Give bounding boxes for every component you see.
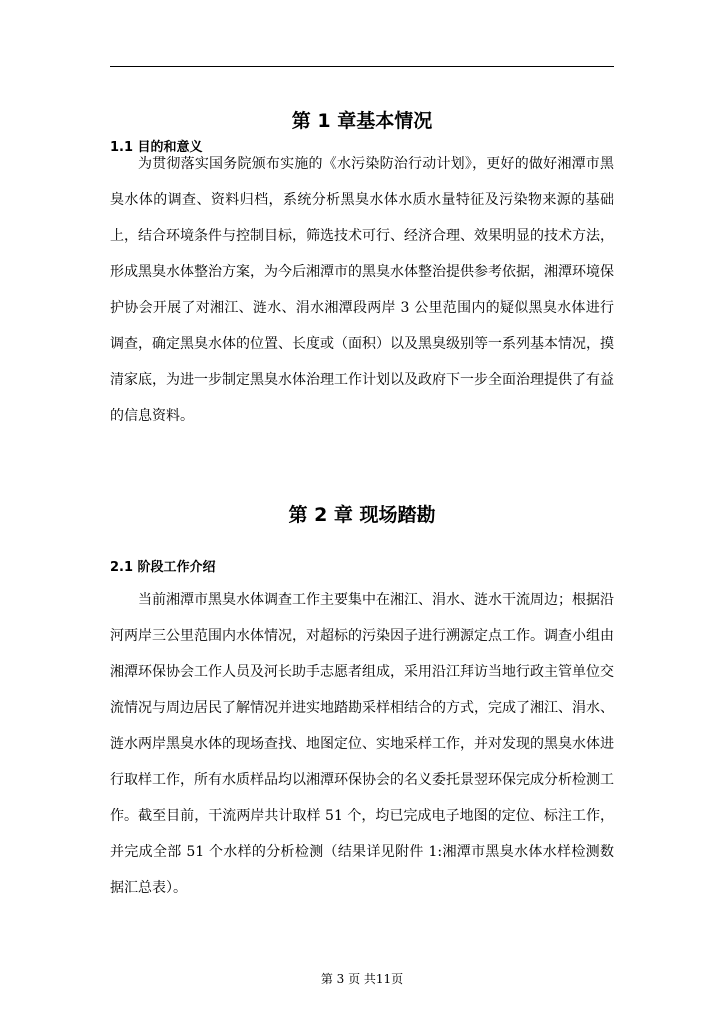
chapter-2-paragraph: 当前湘潭市黑臭水体调查工作主要集中在湘江、涓水、涟水干流周边；根据沿河两岸三公里范围内水体情况，对超标的污染因子进行溯源定点工作。调查小组由湘潭环保协会工作人员及河长助手志愿者组成，采用沿江拜访当地行政主管单位交流情况与周边居民了解情况并进实地踏勘采样相结合的方式，完成了湘江、涓水、涟水两岸黑臭水体的现场查找、地图定位、实地采样工作，并对发现的黑臭水体进行取样工作，所有水质样品均以湘潭环保协会的名义委托景翌环保完成分析检测工作。截至目前，干流两岸共计取样 51 个，均已完成电子地图的定位、标注工作，并完成全部 51 个水样的分析检测（结果详见附件 1:湘潭市黑臭水体水样检测数据汇总表）。 [110, 592, 614, 896]
chapter-1-title: 第 1 章基本情况 [291, 110, 433, 132]
section-1-1-heading: 1.1 目的和意义 [110, 140, 203, 155]
section-2-1-heading: 2.1 阶段工作介绍 [110, 560, 216, 575]
chapter-2-title: 第 2 章 现场踏勘 [288, 504, 436, 526]
page-footer: 第 3 页 共11页 [320, 972, 404, 986]
header-rule [110, 66, 614, 67]
chapter-1-paragraph: 为贯彻落实国务院颁布实施的《水污染防治行动计划》，更好的做好湘潭市黑臭水体的调查、资料归档，系统分析黑臭水体水质水量特征及污染物来源的基础上，结合环境条件与控制目标，筛选技术可行、经济合理、效果明显的技术方法，形成黑臭水体整治方案，为今后湘潭市的黑臭水体整治提供参考依据，湘潭环境保护协会开展了对湘江、涟水、涓水湘潭段两岸 3 公里范围内的疑似黑臭水体进行调查，确定黑臭水体的位置、长度或（面积）以及黑臭级别等一系列基本情况，摸清家底，为进一步制定黑臭水体治理工作计划以及政府下一步全面治理提供了有益的信息资料。 [110, 156, 614, 424]
